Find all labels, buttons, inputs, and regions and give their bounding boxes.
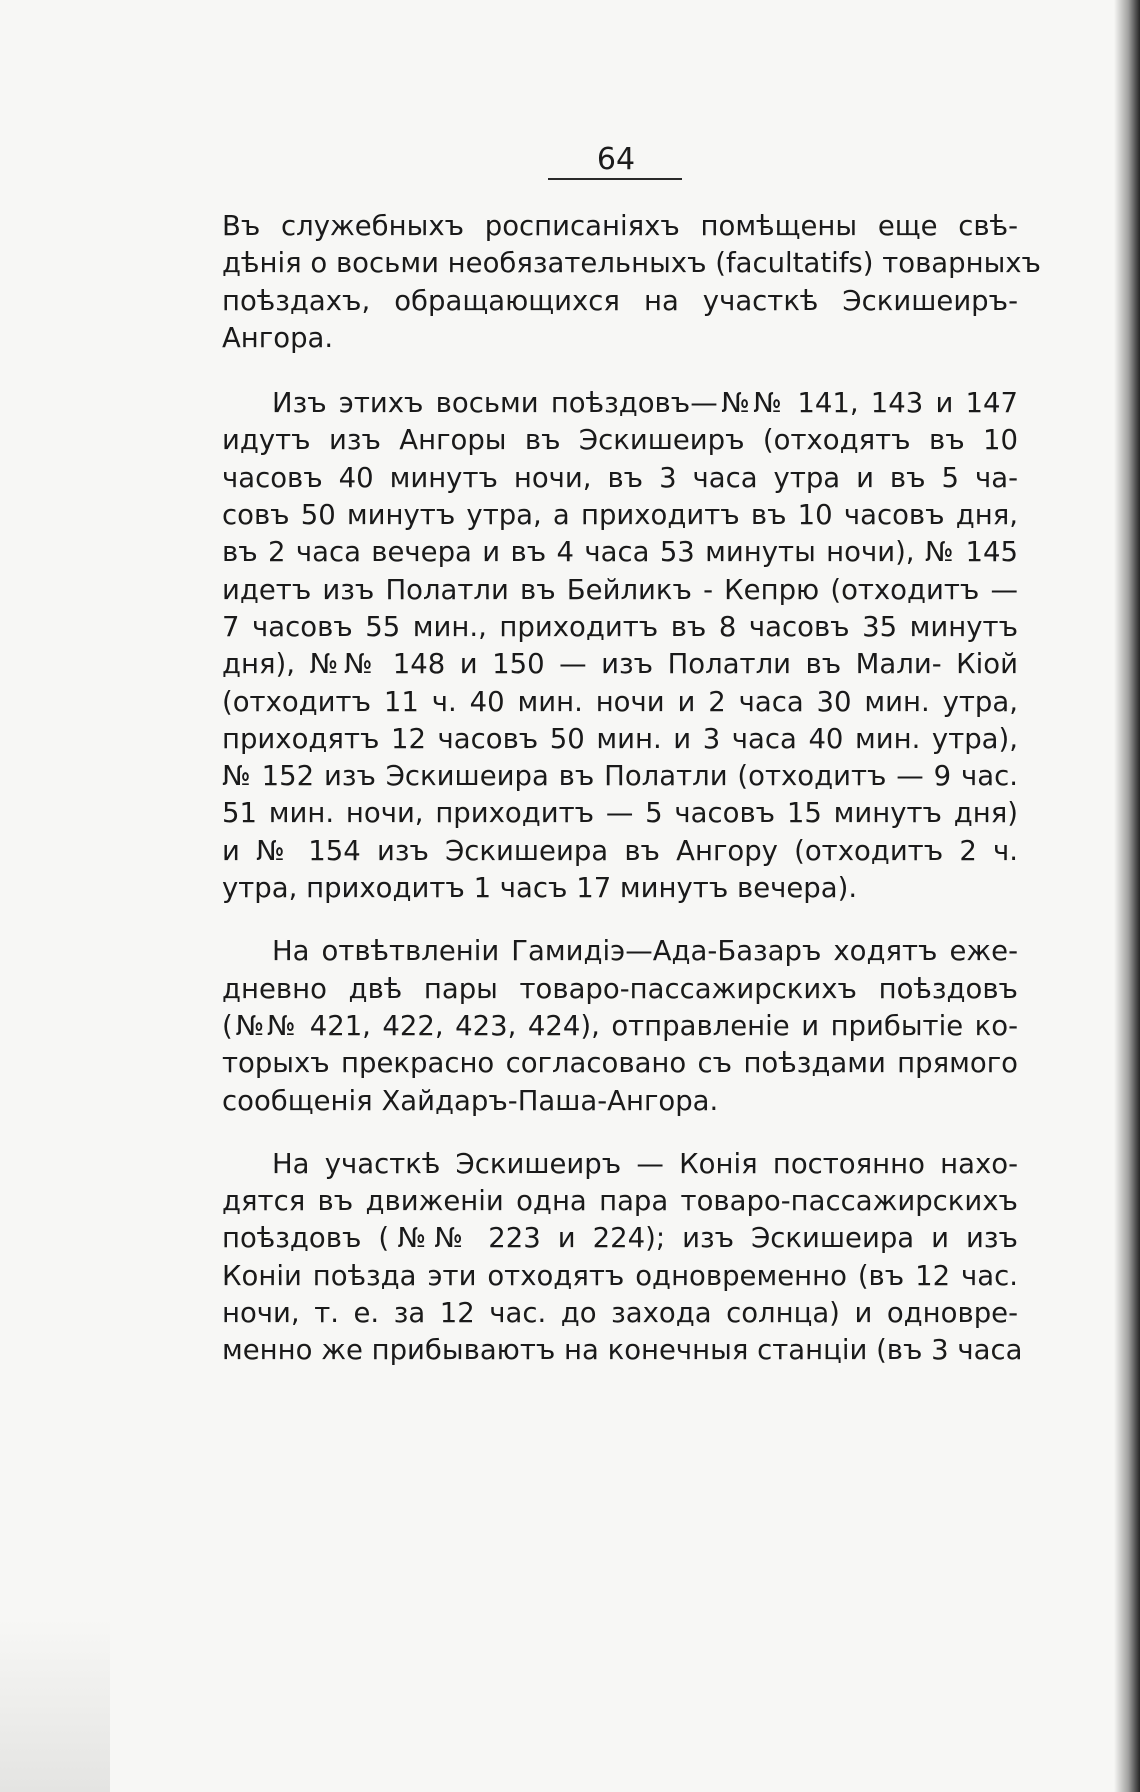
text-line: утра, приходитъ 1 часъ 17 минутъ вечера). (222, 872, 858, 905)
page-edge-shading (0, 1620, 110, 1792)
text-line: Коніи поѣзда эти отходятъ одновременно (въ 12 час. (222, 1259, 1018, 1292)
text-line: сообщенія Хайдаръ-Паша-Ангора. (222, 1084, 719, 1117)
page-number-rule (548, 178, 682, 180)
text-line: 7 часовъ 55 мин., приходитъ въ 8 часовъ 35 минутъ (222, 610, 1018, 643)
text-line: дѣнія о восьми необязательныхъ (facultatifs) товарныхъ (222, 247, 1041, 280)
text-line: 51 мин. ночи, приходитъ — 5 часовъ 15 минутъ дня) (222, 797, 1018, 830)
text-line: дня), №№ 148 и 150 — изъ Полатли въ Мали- Кіой (222, 648, 1018, 681)
paragraph-4 (222, 1146, 1023, 1370)
text-line: приходятъ 12 часовъ 50 мин. и 3 часа 40 мин. утра), (222, 722, 1018, 755)
text-line: и № 154 изъ Эскишеира въ Ангору (отходитъ 2 ч. (222, 834, 1018, 867)
text-line: идутъ изъ Ангоры въ Эскишеиръ (отходятъ въ 10 (222, 424, 1018, 457)
text-line: менно же прибываютъ на конечныя станціи (въ 3 часа (222, 1334, 1023, 1367)
text-line: (№№ 421, 422, 423, 424), отправленіе и прибытіе ко- (222, 1009, 1018, 1042)
paragraph-2 (222, 385, 1018, 907)
text-line: дневно двѣ пары товаро-пассажирскихъ поѣздовъ (222, 972, 1018, 1005)
text-line: (отходитъ 11 ч. 40 мин. ночи и 2 часа 30 мин. утра, (222, 685, 1018, 718)
text-line: Въ служебныхъ росписаніяхъ помѣщены еще свѣ- (222, 210, 1018, 242)
text-line: Ангора. (222, 321, 334, 354)
text-line: ночи, т. е. за 12 час. до захода солнца) и одновре- (222, 1297, 1018, 1330)
page-number: 64 (596, 142, 636, 177)
text-line: идетъ изъ Полатли въ Бейликъ - Кепрю (отходитъ — (222, 573, 1018, 606)
text-line: поѣздахъ, обращающихся на участкѣ Эскишеиръ- (222, 284, 1018, 317)
text-line: торыхъ прекрасно согласовано съ поѣздами прямого (222, 1047, 1018, 1080)
text-line: № 152 изъ Эскишеира въ Полатли (отходитъ — 9 час. (222, 760, 1018, 793)
text-line: На отвѣтвленіи Гамидіэ—Ада-Базаръ ходятъ еже- (272, 935, 1018, 968)
text-line: часовъ 40 минутъ ночи, въ 3 часа утра и въ 5 ча- (222, 461, 1018, 494)
text-line: совъ 50 минутъ утра, а приходитъ въ 10 часовъ дня, (222, 499, 1018, 532)
text-line: поѣздовъ (№№ 223 и 224); изъ Эскишеира и изъ (222, 1222, 1018, 1255)
text-line: въ 2 часа вечера и въ 4 часа 53 минуты ночи), № 145 (222, 536, 1018, 569)
text-line: На участкѣ Эскишеиръ — Конія постоянно нахо- (272, 1147, 1018, 1180)
body-text (222, 208, 1041, 1396)
text-line: Изъ этихъ восьми поѣздовъ—№№ 141, 143 и 147 (272, 387, 1018, 420)
binding-shadow (1114, 0, 1140, 1792)
paragraph-3 (222, 933, 1018, 1119)
text-line: дятся въ движеніи одна пара товаро-пассажирскихъ (222, 1185, 1018, 1218)
paragraph-1 (222, 208, 1041, 357)
